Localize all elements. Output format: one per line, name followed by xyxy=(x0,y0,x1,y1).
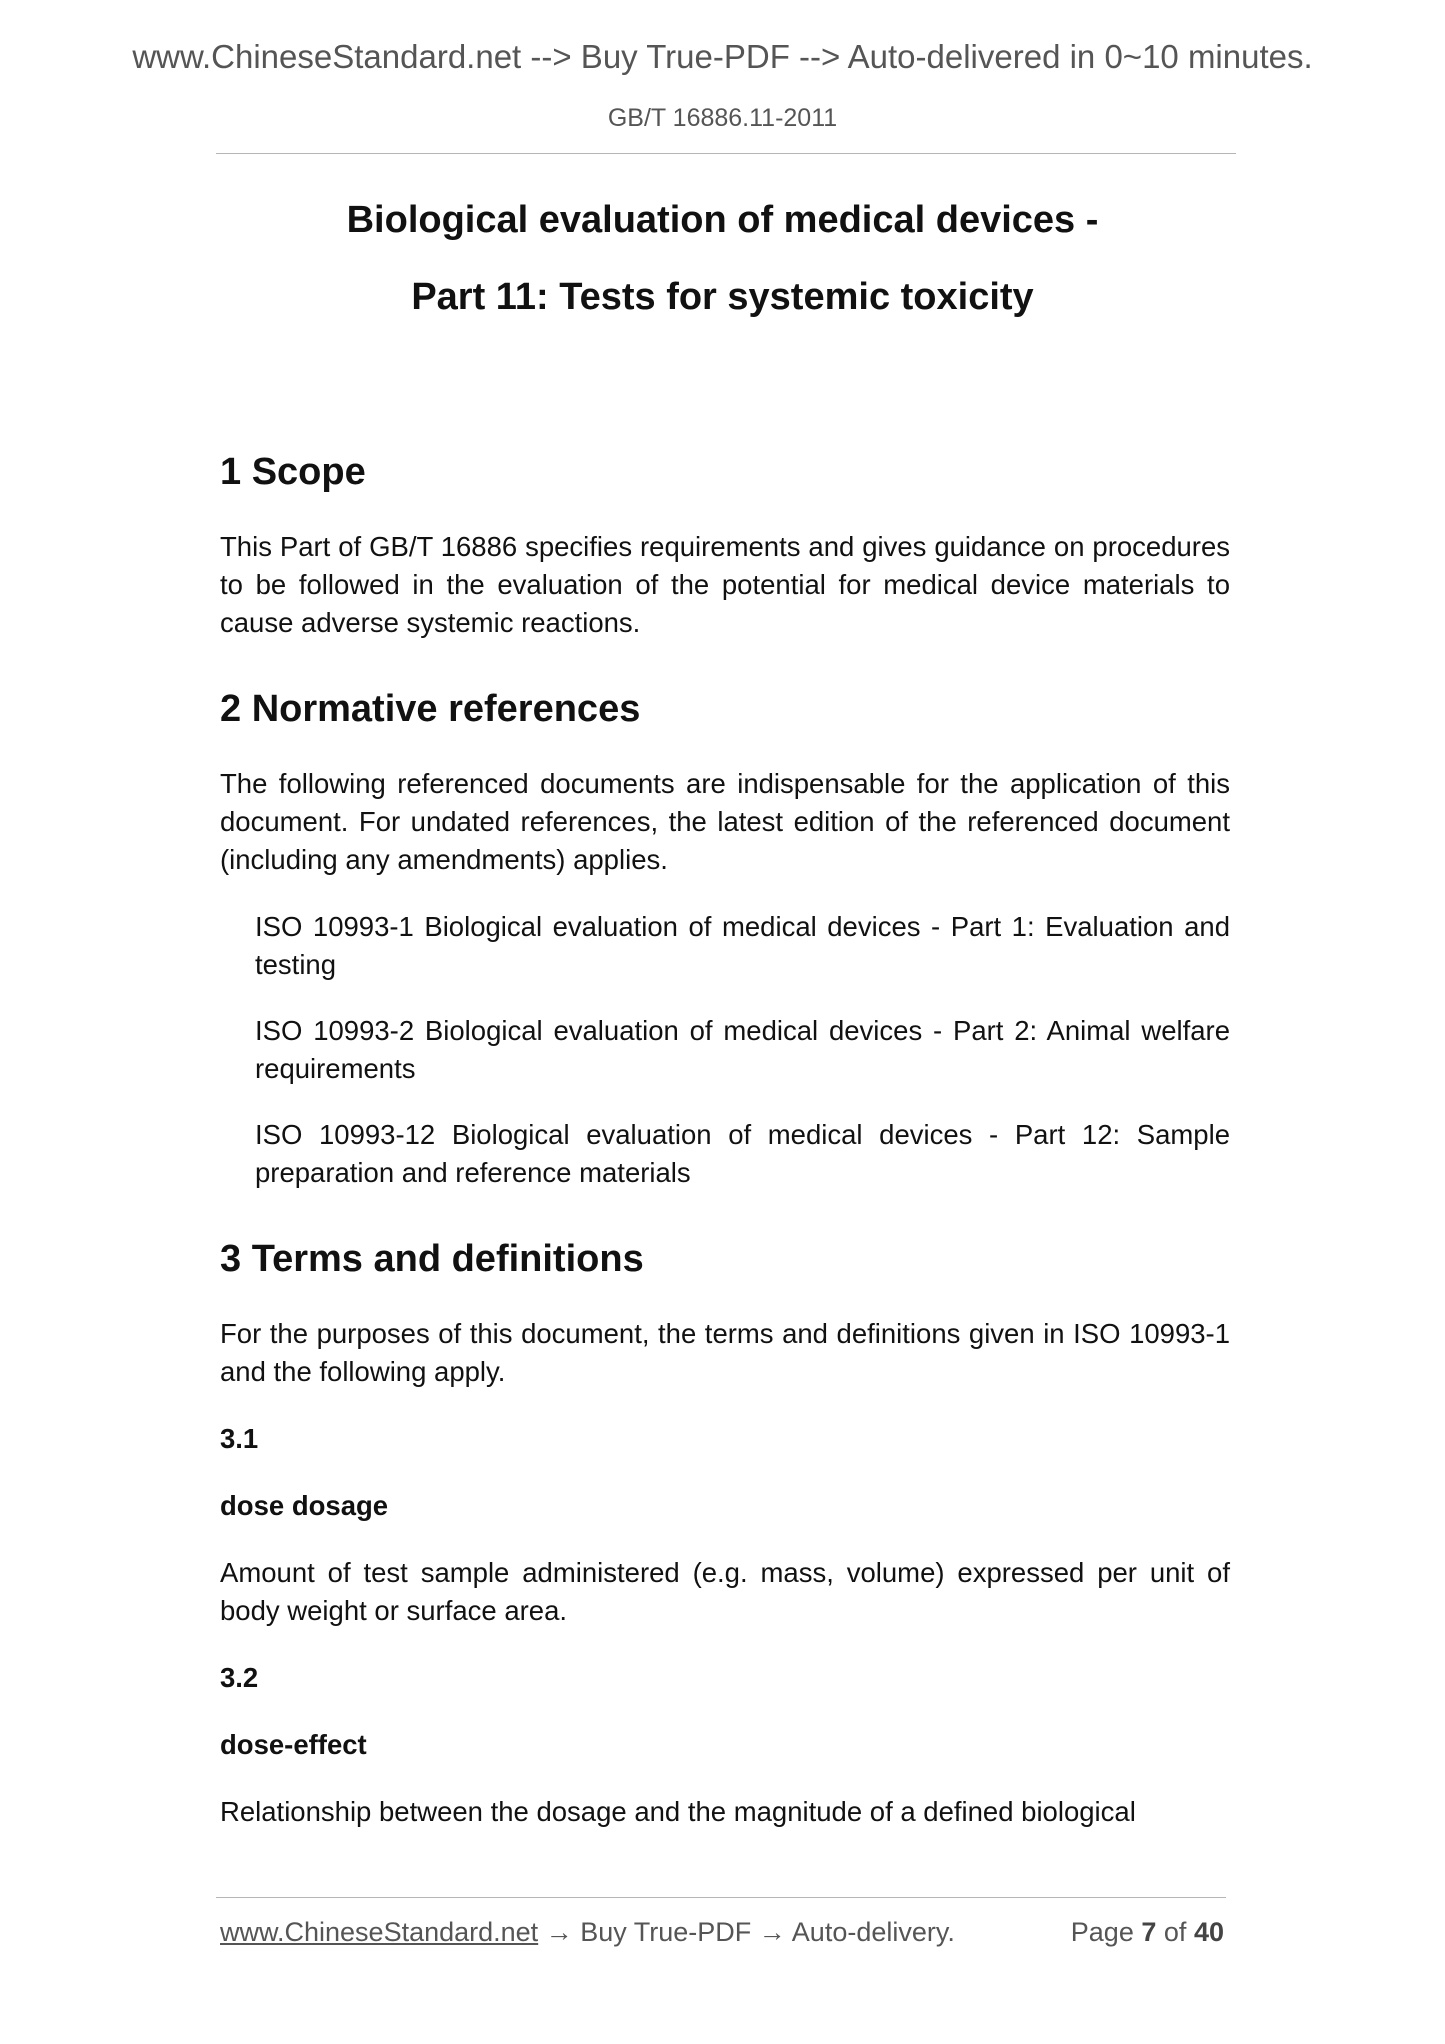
page-label: Page xyxy=(1070,1917,1134,1947)
page-footer xyxy=(220,1917,1228,1957)
section-heading-terms-and-definitions: 3 Terms and definitions xyxy=(220,1238,644,1280)
term-name: dose dosage xyxy=(220,1490,389,1521)
standard-code: GB/T 16886.11-2011 xyxy=(607,104,838,132)
document-title-line-1: Biological evaluation of medical devices - xyxy=(346,199,1099,241)
scope-paragraph: This Part of GB/T 16886 specifies requirements and gives guidance on procedures to be followed in the evaluation of the potential for medical device materials to cause adverse systemic reactions. xyxy=(220,531,1230,638)
section-heading-normative-references: 2 Normative references xyxy=(220,688,641,730)
page-total: 40 xyxy=(1193,1917,1224,1947)
normative-intro-paragraph: The following referenced documents are indispensable for the application of this document. For undated references, the latest edition of the referenced document (including any amendments) applies. xyxy=(220,768,1230,875)
reference-item: ISO 10993-12 Biological evaluation of medical devices - Part 12: Sample preparation and reference materials xyxy=(255,1119,1230,1188)
term-definition: Amount of test sample administered (e.g. mass, volume) expressed per unit of body weight or surface area. xyxy=(220,1557,1230,1626)
term-definition: Relationship between the dosage and the magnitude of a defined biological xyxy=(220,1796,1136,1827)
footer-buy-text: Buy True-PDF xyxy=(580,1917,752,1947)
arrow-right-icon: → xyxy=(545,1917,573,1947)
header-divider xyxy=(216,153,1236,154)
footer-delivery-text: Auto-delivery. xyxy=(791,1917,955,1947)
term-name: dose-effect xyxy=(220,1729,367,1760)
of-label: of xyxy=(1163,1917,1187,1947)
page-indicator xyxy=(1071,1917,1224,1948)
terms-intro-paragraph: For the purposes of this document, the terms and definitions given in ISO 10993-1 and the following apply. xyxy=(220,1318,1230,1387)
footer-site-link[interactable]: www.ChineseStandard.net xyxy=(220,1917,539,1947)
document-body xyxy=(220,445,1230,1831)
footer-divider xyxy=(216,1897,1226,1898)
term-number: 3.1 xyxy=(220,1423,259,1454)
document-title-line-2: Part 11: Tests for systemic toxicity xyxy=(411,276,1034,318)
page-current: 7 xyxy=(1141,1917,1157,1947)
footer-promo xyxy=(220,1917,955,1948)
header-banner: www.ChineseStandard.net --> Buy True-PDF --> Auto-delivered in 0~10 minutes. xyxy=(132,38,1313,75)
term-number: 3.2 xyxy=(220,1662,259,1693)
section-heading-scope: 1 Scope xyxy=(220,451,366,493)
reference-item: ISO 10993-1 Biological evaluation of medical devices - Part 1: Evaluation and testing xyxy=(255,911,1230,980)
reference-item: ISO 10993-2 Biological evaluation of medical devices - Part 2: Animal welfare requirements xyxy=(255,1015,1230,1084)
arrow-right-icon: → xyxy=(758,1917,786,1947)
